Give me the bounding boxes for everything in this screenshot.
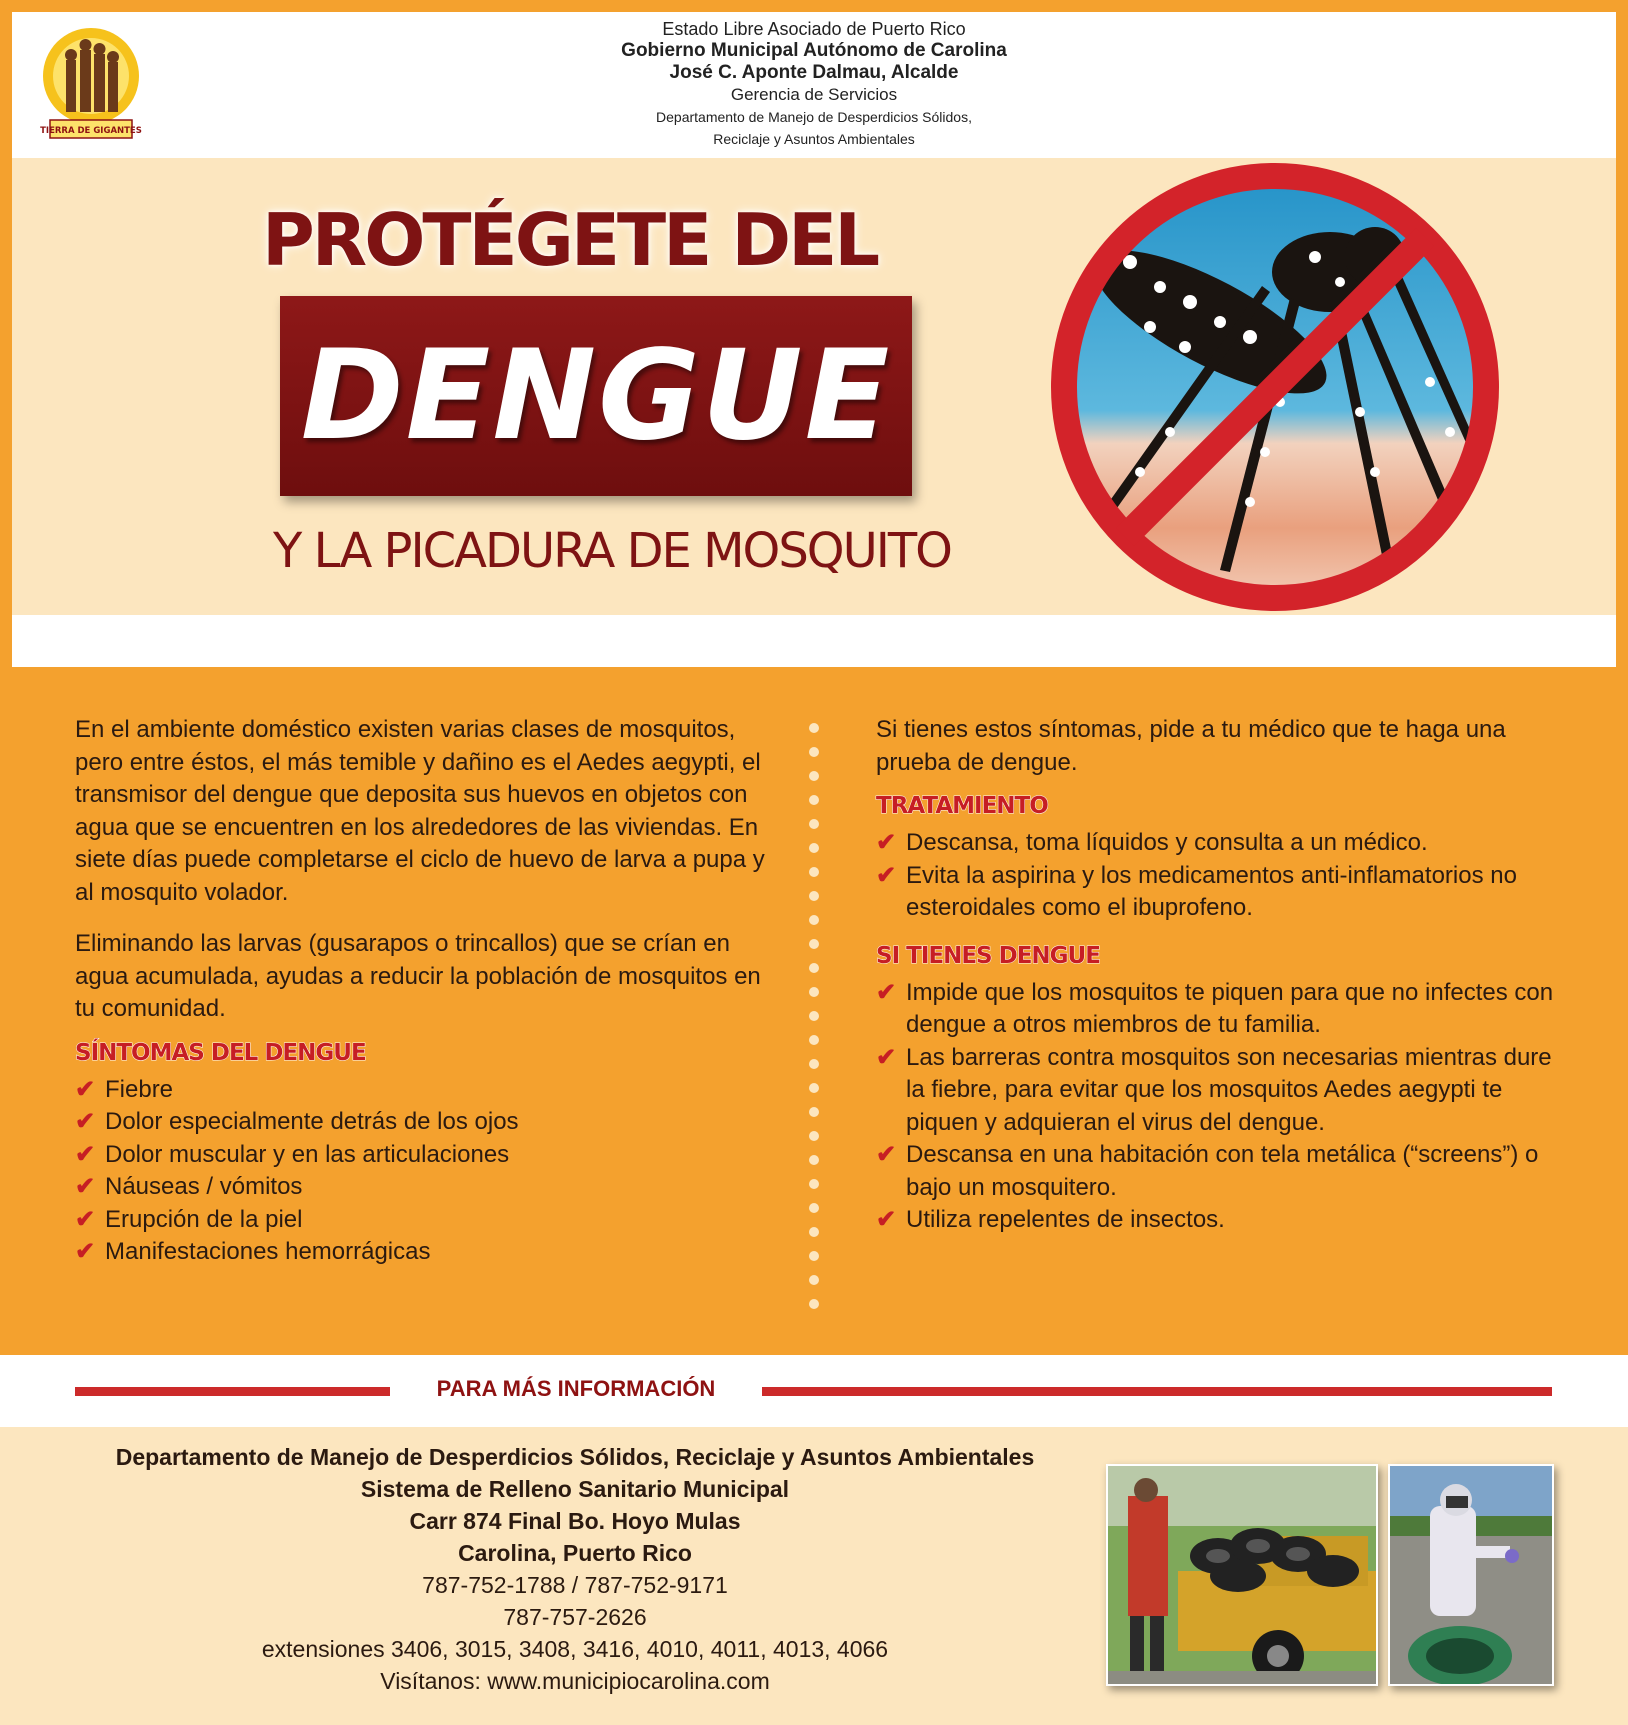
list-item xyxy=(876,860,1576,925)
if-dengue-heading: SI TIENES DENGUE xyxy=(876,942,1100,969)
advice-text: Utiliza repelentes de insectos. xyxy=(906,1206,1225,1233)
checkmark-icon: ✔ xyxy=(75,1075,96,1103)
larvae-paragraph: Eliminando las larvas (gusarapos o trincallos) que se crían en agua acumulada, ayudas a reducir la población de mosquitos en tu comunidad. xyxy=(75,930,761,1022)
test-paragraph: Si tienes estos síntomas, pide a tu médico que te haga una prueba de dengue. xyxy=(876,716,1506,776)
header-line-6: Reciclaje y Asuntos Ambientales xyxy=(713,131,915,147)
divider-line-left xyxy=(75,1387,390,1396)
header xyxy=(12,12,1616,158)
advice-text: Las barreras contra mosquitos son necesarias mientras dure la fiebre, para evitar que los mosquitos Aedes aegypti te piquen y adquieran el virus del dengue. xyxy=(906,1043,1552,1136)
checkmark-icon: ✔ xyxy=(876,1043,897,1071)
hero-bottom-strip xyxy=(12,615,1616,667)
truck-tires-photo xyxy=(1106,1464,1378,1686)
hero-title-top: PROTÉGETE DEL xyxy=(262,198,878,282)
advice-text: Descansa en una habitación con tela metálica (“screens”) o bajo un mosquitero. xyxy=(906,1141,1539,1201)
list-item xyxy=(876,827,1576,860)
website-link[interactable]: Visítanos: www.municipiocarolina.com xyxy=(380,1668,770,1694)
phone-line: 787-752-1788 / 787-752-9171 xyxy=(422,1572,728,1598)
symptoms-heading: SÍNTOMAS DEL DENGUE xyxy=(75,1039,366,1066)
symptom-text: Dolor especialmente detrás de los ojos xyxy=(105,1108,519,1135)
header-line-2: Gobierno Municipal Autónomo de Carolina xyxy=(621,40,1007,61)
system-name: Sistema de Relleno Sanitario Municipal xyxy=(360,1476,790,1502)
checkmark-icon: ✔ xyxy=(876,1141,897,1168)
advice-text: Impide que los mosquitos te piquen para que no infectes con dengue a otros miembros de tu familia. xyxy=(906,978,1554,1038)
checkmark-icon: ✔ xyxy=(876,861,897,889)
address-line: Carr 874 Final Bo. Hoyo Mulas xyxy=(409,1508,741,1534)
symptom-text: Náuseas / vómitos xyxy=(105,1173,303,1200)
header-line-5: Departamento de Manejo de Desperdicios Sólidos, xyxy=(656,109,972,125)
dengue-title-box xyxy=(280,296,912,496)
checkmark-icon: ✔ xyxy=(876,829,897,856)
city-line: Carolina, Puerto Rico xyxy=(458,1540,692,1566)
treatment-text: Evita la aspirina y los medicamentos anti-inflamatorios no esteroidales como el ibuprofeno. xyxy=(906,861,1517,921)
header-line-1: Estado Libre Asociado de Puerto Rico xyxy=(662,19,966,39)
hero-title-main: DENGUE xyxy=(300,324,892,468)
list-item xyxy=(876,1139,1576,1204)
treatment-list xyxy=(876,827,1576,925)
dept-name: Departamento de Manejo de Desperdicios Sólidos, Reciclaje y Asuntos Ambientales xyxy=(115,1444,1035,1470)
list-item xyxy=(876,1204,1576,1237)
list-item xyxy=(876,1042,1576,1140)
list-item xyxy=(75,1236,775,1269)
fumigation-worker-photo xyxy=(1388,1464,1554,1686)
fumigation-worker-image xyxy=(1390,1466,1554,1686)
checkmark-icon: ✔ xyxy=(75,1205,96,1233)
treatment-heading: TRATAMIENTO xyxy=(876,793,1048,819)
dotted-divider xyxy=(808,722,820,1312)
symptom-text: Manifestaciones hemorrágicas xyxy=(105,1238,431,1265)
list-item xyxy=(75,1074,775,1107)
no-mosquito-icon xyxy=(1040,152,1510,622)
hero-banner xyxy=(12,158,1616,615)
header-text xyxy=(12,18,1616,150)
checkmark-icon: ✔ xyxy=(75,1238,96,1265)
checkmark-icon: ✔ xyxy=(75,1173,96,1200)
if-dengue-list xyxy=(876,977,1576,1237)
symptom-text: Fiebre xyxy=(105,1075,174,1103)
more-info-heading: PARA MÁS INFORMACIÓN xyxy=(436,1376,716,1401)
extensions-line: extensiones 3406, 3015, 3408, 3416, 4010, 4011, 4013, 4066 xyxy=(261,1636,889,1662)
symptom-text: Dolor muscular y en las articulaciones xyxy=(105,1140,510,1168)
intro-paragraph: En el ambiente doméstico existen varias clases de mosquitos, pero entre éstos, el más temible y dañino es el Aedes aegypti, el transmisor del dengue que deposita sus huevos en objetos con agua que se encuentren en los alrededores de las viviendas. En siete días puede completarse el ciclo de huevo de larva a pupa y al mosquito volador. xyxy=(75,716,765,906)
list-item xyxy=(876,977,1576,1042)
truck-tires-image xyxy=(1108,1466,1378,1686)
phone-line-2: 787-757-2626 xyxy=(503,1604,647,1630)
list-item xyxy=(75,1171,775,1204)
symptom-text: Erupción de la piel xyxy=(105,1205,303,1233)
divider-line-right xyxy=(762,1387,1552,1396)
header-line-3: José C. Aponte Dalmau, Alcalde xyxy=(669,62,959,83)
header-line-4: Gerencia de Servicios xyxy=(730,85,898,104)
checkmark-icon: ✔ xyxy=(876,978,897,1006)
logo-banner-text: TIERRA DE GIGANTES xyxy=(40,126,142,136)
checkmark-icon: ✔ xyxy=(75,1108,96,1135)
list-item xyxy=(75,1106,775,1139)
hero-title-bottom: Y LA PICADURA DE MOSQUITO xyxy=(273,523,951,579)
left-column xyxy=(75,714,775,1269)
treatment-text: Descansa, toma líquidos y consulta a un médico. xyxy=(906,829,1428,856)
right-column xyxy=(876,714,1576,1237)
symptoms-list xyxy=(75,1074,775,1269)
checkmark-icon: ✔ xyxy=(75,1140,96,1168)
contact-block xyxy=(75,1441,1075,1697)
list-item xyxy=(75,1204,775,1237)
list-item xyxy=(75,1139,775,1172)
checkmark-icon: ✔ xyxy=(876,1206,897,1233)
